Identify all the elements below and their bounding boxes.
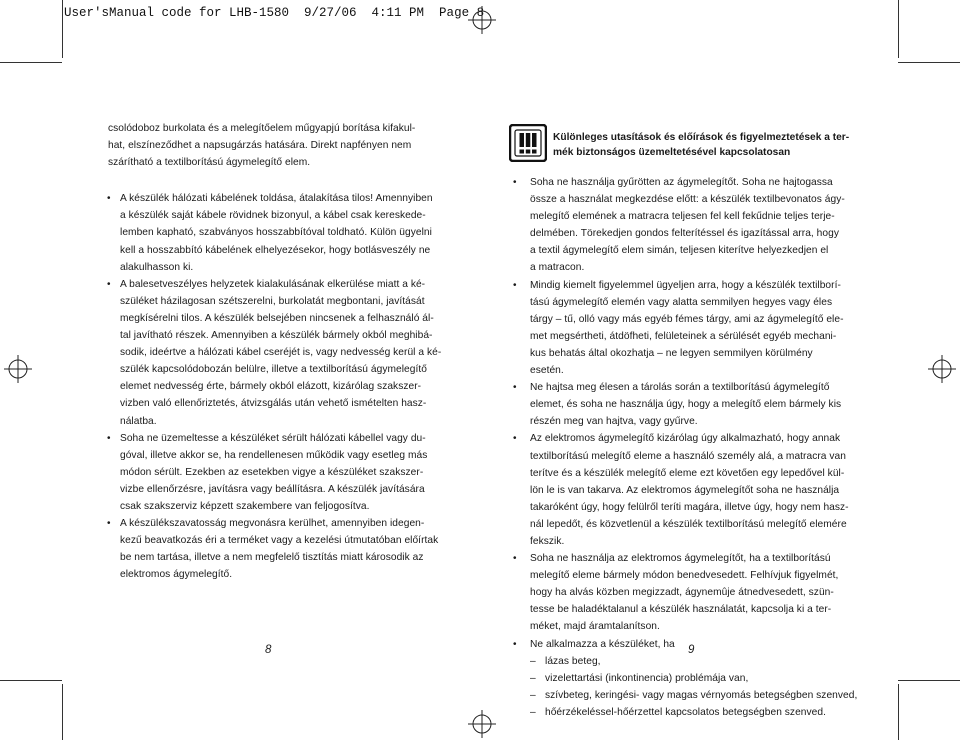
bullet-item: • A készülékszavatosság megvonásra kerülhet, amennyiben idegen- kezű beavatkozás éri a terméket vagy a kezelési útmutatóban előírtak be nem tartása, illetve a nem megfelelő tisztítás miatt károsodik az elektromos ágymelegítő. [108,515,444,583]
bullet-item: • A készülék hálózati kábelének toldása, átalakítása tilos! Amennyiben a készülék saját kábele rövidnek bizonyul, a kábel csak kereskede- lemben kapható, szabványos hosszabbítóval toldható. Külön ügyelni kell a hosszabbító kábelének elhelyezésekor, hogy botlásveszély ne alakulhasson ki. [108,190,444,275]
registration-mark-right [928,355,956,383]
bullet-item: • Mindig kiemelt figyelemmel ügyeljen arra, hogy a készülék textilborí- tású ágymelegítő elemén vagy alatta semmilyen hegyes vagy éles tárgy – tű, olló vagy más egyéb fémes tárgy, ami az ágymelegítő ele- met megsértheti, átdöfheti, felületeinek a sérülését egyéb mechani- kus behatás által okozhatja – ne legyen semmilyen körülmény esetén. [513,277,858,380]
bullet-item: • A balesetveszélyes helyzetek kialakulásának elkerülése miatt a ké- szüléket házilagosan szétszerelni, burkolatát megbontani, javítását megkísérelni tilos. A készülék belsejében nincsenek a felhasználó ál- tal javítható részek. Amennyiben a készülék bármely okból meghibá- sodik, ideértve a hálózati kábel cseréjét is, vagy nedvesség kerül a ké- szülék kapcsolódobozán belülre, illetve a textilborítású ágymelegítő elemet nedvesség érte, bármely okból elázott, kizárólag szakszer- vizben való ellenőriztetés, átvizsgálás után vehető ismételten hasz- nálatba. [108,276,444,430]
condition-dash-list [513,653,858,721]
crop-mark [0,680,62,681]
page-number-right: 9 [688,644,695,656]
crop-mark [0,62,62,63]
bullet-item: • Soha ne üzemeltesse a készüléket sérült hálózati kábellel vagy du- góval, illetve akkor se, ha rendellenesen működik vagy esetleg más módon sérült. Ezekben az esetekben vigye a készüléket szakszer- vizbe ellenőrzésre, javításra vagy beállításra. A készülék javítására csak szakszerviz képzett szakembere van feljogosítva. [108,430,444,515]
left-page-column [108,120,444,583]
crop-mark [62,0,63,58]
bullet-item: • Az elektromos ágymelegítő kizárólag úgy alkalmazható, hogy annak textilborítású melegítő eleme a használó személy alá, a matracra van terítve és a készülék melegítő eleme ezt követően egy lepedővel kül- lön le is van takarva. Az elektromos ágymelegítőt soha ne használja takaróként úgy, hogy felülről teríti magára, illetve úgy, hogy nem hasz- nál lepedőt, és közvetlenül a készülék textilborítású melegítő elemére fekszik. [513,430,858,550]
bullet-item: • Soha ne használja az elektromos ágymelegítőt, ha a textilborítású melegítő eleme bármely módon benedvesedett. Felhívjuk figyelmét, hogy ha alvás közben megizzadt, ágynemûje átnedvesedett, szün- tesse be haladéktalanul a készülék használatát, kapcsolja ki a ter- méket, majd áramtalanítson. [513,550,858,635]
bullet-item: • Soha ne használja gyűrötten az ágymelegítőt. Soha ne hajtogassa össze a használat megkezdése előtt: a készülék textilbevonatos ágy- melegítő elemének a matracra teljesen fel kell fekűdnie teljes terje- delmében. Törekedjen gondos felterítéssel és igazítással arra, hogy a textil ágymelegítő elem simán, teljesen kiterítve helyezkedjen el a matracon. [513,174,858,277]
crop-mark [898,62,960,63]
page-number-left: 8 [265,644,272,656]
bullet-item: • Ne hajtsa meg élesen a tárolás során a textilborítású ágymelegítő elemet, és soha ne használja úgy, hogy a melegítő elem bármely kis részén meg van hajtva, vagy gyűrve. [513,379,858,430]
crop-mark [898,0,899,58]
crop-mark [898,684,899,740]
list-item: – hőérzékeléssel-hőérzettel kapcsolatos betegségben szenved. [530,704,858,721]
warning-heading [509,124,869,166]
registration-mark-left [4,355,32,383]
right-page-column [513,174,858,721]
crop-mark [898,680,960,681]
bullet-item: • Ne alkalmazza a készüléket, ha [513,636,858,653]
list-item: – szívbeteg, keringési- vagy magas vérnyomás betegségben szenved, [530,687,858,704]
list-item: – lázas beteg, [530,653,858,670]
exclamation-warning-icon [509,124,547,162]
registration-mark-top [468,6,496,34]
print-slug-text: User'sManual code for LHB-1580 9/27/06 4:11 PM Page 8 [64,6,485,20]
intro-paragraph: csolódoboz burkolata és a melegítőelem műgyapjú borítása kifakul- hat, elszíneződhet a napsugárzás hatására. Direkt napfényen nem szárítható a textilborítású ágymelegítő elem. [108,123,416,169]
warning-title: Különleges utasítások és előírások és figyelmeztetések a ter- mék biztonságos üzemeltetésével kapcsolatosan [553,132,850,158]
list-item: – vizelettartási (inkontinencia) problémája van, [530,670,858,687]
crop-mark [62,684,63,740]
registration-mark-bottom [468,710,496,738]
